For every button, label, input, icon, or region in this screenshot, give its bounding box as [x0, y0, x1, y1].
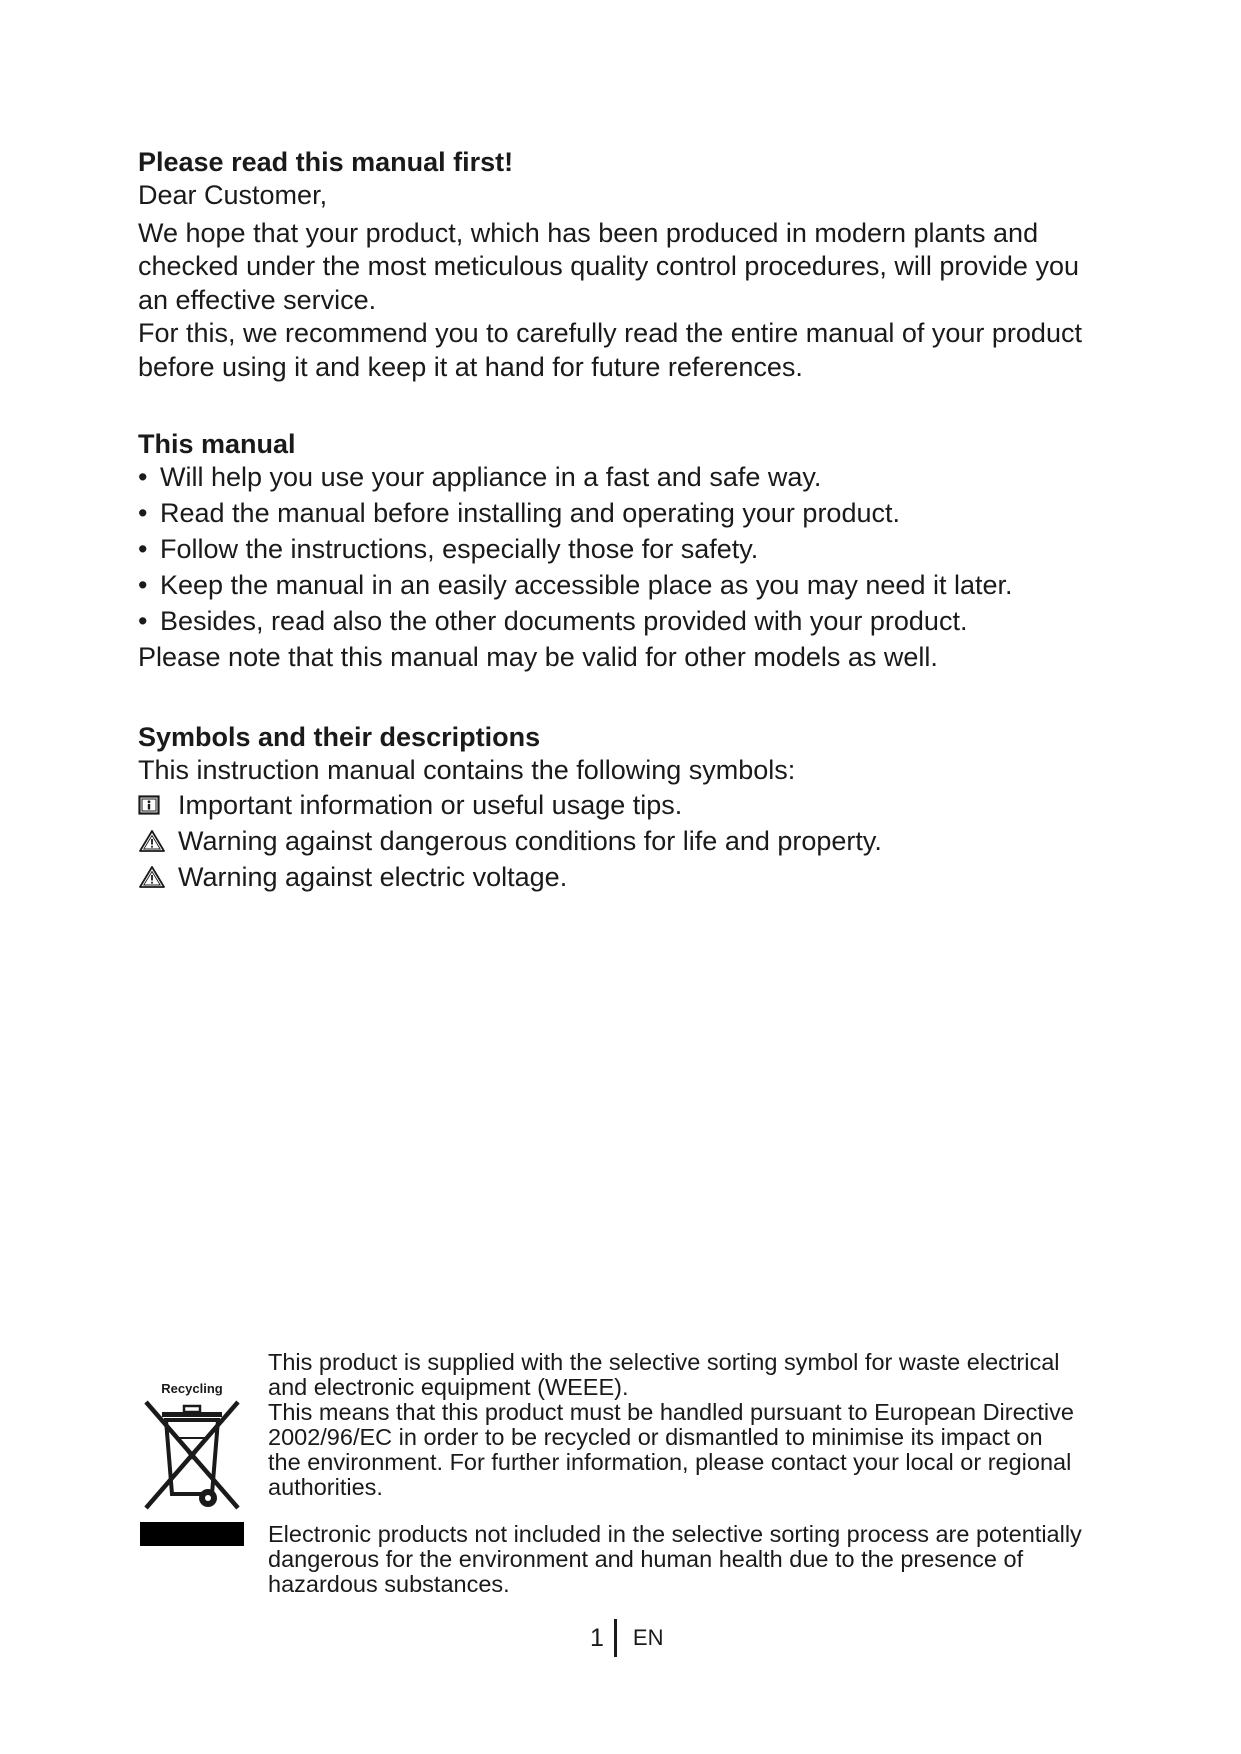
- list-item: • Besides, read also the other documents provided with your product.: [138, 606, 968, 636]
- symbol-row-warning: [138, 825, 1098, 858]
- weee-paragraph-2: [268, 1522, 1118, 1597]
- symbol-description: Warning against electric voltage.: [178, 861, 568, 892]
- crossed-bin-icon: [138, 1378, 246, 1546]
- page-footer: [590, 1618, 663, 1658]
- manual-bullet-list: [138, 461, 1098, 638]
- weee-paragraph-1: [268, 1350, 1118, 1500]
- manual-note: Please note that this manual may be valid for other models as well.: [138, 642, 938, 672]
- bullet-icon: •: [138, 498, 148, 528]
- list-item: • Read the manual before installing and operating your product.: [138, 498, 900, 528]
- symbols-heading: Symbols and their descriptions: [138, 722, 541, 752]
- text-line: Electronic products not included in the selective sorting process are potentially: [268, 1521, 1082, 1547]
- intro-paragraph-2: [138, 317, 1098, 384]
- page-number: 1: [590, 1623, 604, 1652]
- manual-section: [138, 427, 1098, 675]
- symbol-row-info: [138, 789, 1098, 822]
- text-line: checked under the most meticulous quality control procedures, will provide you: [138, 251, 1079, 281]
- warning-icon: [138, 829, 170, 853]
- symbol-description: Important information or useful usage tips.: [178, 789, 683, 820]
- text-line: 2002/96/EC in order to be recycled or dismantled to minimise its impact on: [268, 1424, 1043, 1450]
- text-line: We hope that your product, which has been produced in modern plants and: [138, 217, 1039, 248]
- bullet-icon: •: [138, 534, 148, 564]
- greeting: Dear Customer,: [138, 180, 328, 210]
- text-line: dangerous for the environment and human health due to the presence of: [268, 1546, 1024, 1572]
- text-line: and electronic equipment (WEEE).: [268, 1374, 629, 1400]
- text-line: For this, we recommend you to carefully read the entire manual of your product: [138, 318, 1082, 348]
- bullet-icon: •: [138, 606, 148, 636]
- intro-heading: Please read this manual first!: [138, 147, 514, 177]
- text-line: before using it and keep it at hand for future references.: [138, 351, 803, 382]
- list-item: • Keep the manual in an easily accessible place as you may need it later.: [138, 570, 1013, 600]
- bullet-icon: •: [138, 462, 148, 492]
- text-line: hazardous substances.: [268, 1571, 510, 1597]
- recycling-label: Recycling: [161, 1381, 223, 1396]
- symbols-intro: This instruction manual contains the following symbols:: [138, 755, 796, 785]
- bullet-icon: •: [138, 570, 148, 600]
- symbol-row-electric-warning: [138, 861, 1098, 894]
- footer-divider: [614, 1619, 617, 1657]
- intro-paragraph-1: [138, 217, 1098, 318]
- symbol-description: Warning against dangerous conditions for life and property.: [178, 825, 882, 856]
- text-line: This product is supplied with the selective sorting symbol for waste electrical: [268, 1349, 1060, 1375]
- manual-heading: This manual: [138, 429, 296, 459]
- text-line: an effective service.: [138, 284, 377, 315]
- list-item: • Will help you use your appliance in a fast and safe way.: [138, 462, 822, 492]
- text-line: the environment. For further information, please contact your local or regional: [268, 1449, 1072, 1475]
- language-code: EN: [632, 1625, 664, 1650]
- weee-logo: [138, 1378, 246, 1546]
- weee-section: [268, 1350, 1118, 1597]
- text-line: authorities.: [268, 1474, 383, 1500]
- info-icon: [138, 793, 170, 817]
- intro-section: [138, 145, 1098, 384]
- text-line: This means that this product must be handled pursuant to European Directive: [268, 1399, 1074, 1425]
- warning-icon: [138, 865, 170, 889]
- symbols-section: [138, 720, 1098, 897]
- list-item: • Follow the instructions, especially those for safety.: [138, 534, 759, 564]
